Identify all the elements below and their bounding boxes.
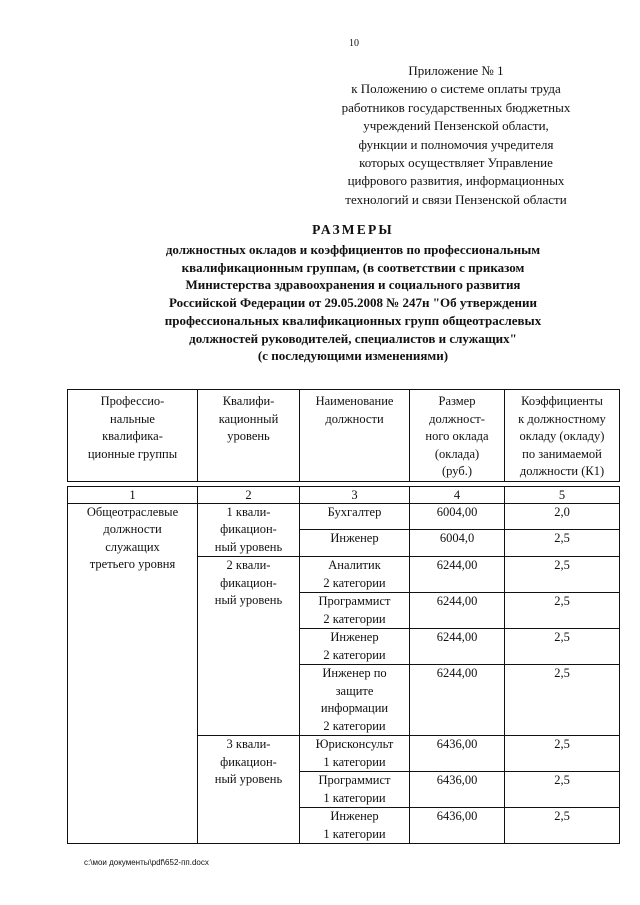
header-coefficient: Коэффициенты к должностному окладу (окладу) по занимаемой должности (К1) [505, 390, 620, 482]
column-number: 1 [68, 486, 198, 503]
table-header-row [68, 390, 620, 482]
coefficient-cell: 2,5 [505, 557, 620, 593]
position-cell: Инженер 2 категории [300, 629, 410, 665]
header-position-name: Наименование должности [300, 390, 410, 482]
appendix-line: Приложение № 1 [408, 63, 504, 78]
salary-cell: 6436,00 [410, 736, 505, 772]
appendix-line: работников государственных бюджетных [341, 99, 571, 115]
appendix-line: к Положению о системе оплаты труда [351, 81, 561, 97]
header-qualification-level: Квалифи- кационный уровень [198, 390, 300, 482]
qualification-level-cell: 2 квали- фикацион- ный уровень [198, 557, 300, 736]
subtitle-line: Российской Федерации от 29.05.2008 № 247н "Об утверждении [168, 295, 538, 311]
header-qualification-group: Профессио- нальные квалифика- ционные группы [68, 390, 198, 482]
appendix-reference [318, 62, 594, 209]
position-cell: Аналитик 2 категории [300, 557, 410, 593]
position-cell: Инженер 1 категории [300, 808, 410, 844]
salary-cell: 6436,00 [410, 772, 505, 808]
position-cell: Инженер по защите информации 2 категории [300, 665, 410, 736]
salary-cell: 6244,00 [410, 557, 505, 593]
subtitle-line: должностей руководителей, специалистов и служащих" [189, 330, 517, 346]
position-cell: Программист 2 категории [300, 593, 410, 629]
qualification-group-cell: Общеотраслевые должности служащих третьего уровня [68, 503, 198, 844]
appendix-line: учреждений Пензенской области, [363, 118, 549, 134]
coefficient-cell: 2,5 [505, 736, 620, 772]
salary-table [67, 389, 620, 844]
coefficient-cell: 2,5 [505, 772, 620, 808]
column-number: 2 [198, 486, 300, 503]
column-number: 4 [410, 486, 505, 503]
appendix-line: цифрового развития, информационных [347, 173, 565, 189]
appendix-line: которых осуществляет Управление [359, 155, 553, 171]
coefficient-cell: 2,5 [505, 665, 620, 736]
footer-file-path: c:\мои документы\pdf\652-пп.docx [84, 858, 209, 867]
qualification-level-cell: 3 квали- фикацион- ный уровень [198, 736, 300, 844]
salary-cell: 6004,00 [410, 503, 505, 530]
coefficient-cell: 2,5 [505, 629, 620, 665]
salary-cell: 6436,00 [410, 808, 505, 844]
subtitle-line: Министерства здравоохранения и социального развития [185, 277, 521, 293]
salary-cell: 6244,00 [410, 593, 505, 629]
column-number: 5 [505, 486, 620, 503]
header-salary: Размер должност- ного оклада (оклада) (руб.) [410, 390, 505, 482]
subtitle-line: профессиональных квалификационных групп общеотраслевых [164, 312, 542, 328]
coefficient-cell: 2,5 [505, 808, 620, 844]
document-subtitle [0, 241, 640, 365]
column-number: 3 [300, 486, 410, 503]
subtitle-line: (с последующими изменениями) [257, 348, 449, 364]
coefficient-cell: 2,5 [505, 593, 620, 629]
qualification-level-cell: 1 квали- фикацион- ный уровень [198, 503, 300, 557]
position-cell: Бухгалтер [300, 503, 410, 530]
coefficient-cell: 2,5 [505, 530, 620, 557]
page-number: 10 [349, 38, 359, 49]
appendix-line: функции и полномочия учредителя [358, 136, 554, 152]
salary-cell: 6244,00 [410, 665, 505, 736]
coefficient-cell: 2,0 [505, 503, 620, 530]
salary-cell: 6004,0 [410, 530, 505, 557]
document-title: РАЗМЕРЫ [312, 222, 394, 237]
position-cell: Инженер [300, 530, 410, 557]
appendix-line: технологий и связи Пензенской области [345, 191, 567, 207]
subtitle-line: должностных окладов и коэффициентов по профессиональным [165, 242, 541, 257]
subtitle-line: квалификационным группам, (в соответствии с приказом [181, 259, 525, 275]
column-number-row [68, 486, 620, 503]
table-row [68, 503, 620, 530]
position-cell: Программист 1 категории [300, 772, 410, 808]
position-cell: Юрисконсульт 1 категории [300, 736, 410, 772]
salary-cell: 6244,00 [410, 629, 505, 665]
